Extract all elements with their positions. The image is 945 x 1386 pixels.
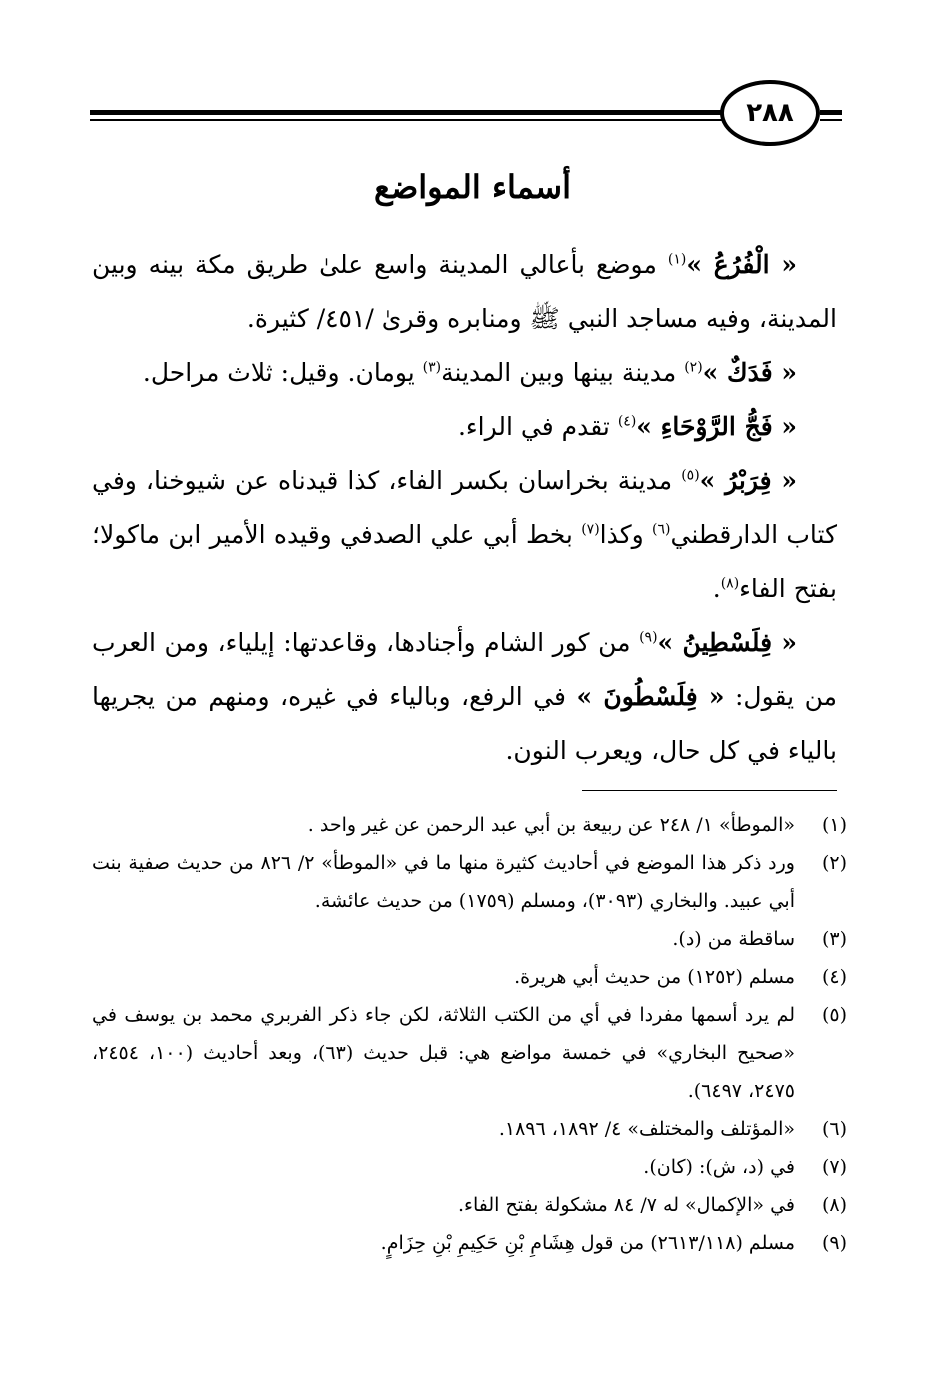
footnote-ref: (٧) bbox=[581, 521, 600, 538]
footnote-text: في «الإكمال» له ٧/ ٨٤ مشكولة بفتح الفاء. bbox=[458, 1194, 795, 1216]
entry-filastin bbox=[92, 616, 837, 778]
footnote bbox=[92, 1186, 847, 1224]
page-number: ٢٨٨ bbox=[746, 98, 794, 128]
footnote-ref: (٣) bbox=[422, 359, 442, 376]
footnote-separator bbox=[582, 790, 837, 791]
footnote-text: ساقطة من (د). bbox=[672, 928, 795, 950]
entry-keyword-variant: « فِلَسْطُونَ » bbox=[576, 682, 725, 711]
entry-al-furu bbox=[92, 238, 837, 346]
footnote bbox=[92, 1224, 847, 1262]
footnote-ref: (٤) bbox=[617, 413, 637, 430]
footnote-number: (٧) bbox=[821, 1156, 847, 1178]
footnote-ref: (١) bbox=[667, 251, 687, 268]
entry-text: تقدم في الراء. bbox=[457, 412, 618, 441]
footnote-text: «الموطأ» ١/ ٢٤٨ عن ربيعة بن أبي عبد الرحمن عن غير واحد . bbox=[307, 814, 795, 836]
footnote-ref: (٦) bbox=[652, 521, 671, 538]
footnote bbox=[92, 958, 847, 996]
footnote-number: (٦) bbox=[821, 1118, 847, 1140]
footnote-number: (٥) bbox=[821, 1004, 847, 1026]
entry-keyword: « فَجُّ الرَّوْحَاءِ » bbox=[636, 412, 797, 441]
entry-text: بخط أبي علي الصدفي وقيده الأمير ابن ماكولا؛ بفتح الفاء bbox=[92, 520, 837, 603]
entry-text: في الرفع، وبالياء في غيره، ومنهم من يجريها بالياء في كل حال، ويعرب النون. bbox=[92, 682, 837, 765]
main-text bbox=[92, 238, 837, 778]
footnote bbox=[92, 920, 847, 958]
page-number-badge bbox=[720, 80, 820, 146]
footnote-ref: (٢) bbox=[684, 359, 703, 376]
header-rule-right-thin bbox=[820, 119, 842, 121]
entry-text: . bbox=[712, 574, 721, 603]
entry-keyword: « فِلَسْطِينُ » bbox=[657, 628, 797, 657]
page-header bbox=[0, 0, 945, 150]
entry-text: من كور الشام وأجنادها، وقاعدتها: إيلياء، ومن العرب من يقول: bbox=[92, 628, 838, 711]
footnote-text: مسلم (١٢٥٢) من حديث أبي هريرة. bbox=[514, 966, 795, 988]
footnote-text: لم يرد أسمها مفردا في أي من الكتب الثلاثة، لكن جاء ذكر الفربري محمد بن يوسف في «صحيح البخاري» في خمسة مواضع هي: قبل حديث (٦٣)، وبعد أحاديث (١٠٠، ٢٤٥٤، ٢٤٧٥، ٦٤٩٧). bbox=[92, 1004, 795, 1102]
footnote-number: (٩) bbox=[821, 1232, 847, 1254]
footnote-number: (١) bbox=[821, 814, 847, 836]
footnote-text: مسلم (٢٦١٣/١١٨) من قول هِشَامِ بْنِ حَكِيمِ بْنِ حِزَامٍ. bbox=[380, 1232, 795, 1254]
entry-text: مدينة بينها وبين المدينة bbox=[441, 358, 685, 387]
entry-text: يومان. وقيل: ثلاث مراحل. bbox=[142, 358, 423, 387]
footnote bbox=[92, 996, 847, 1110]
footnote-number: (٤) bbox=[821, 966, 847, 988]
footnote-ref: (٩) bbox=[639, 629, 658, 646]
header-rule-thin bbox=[90, 119, 740, 121]
entry-keyword: « فِرَبْرُ » bbox=[699, 466, 798, 495]
entry-text: مدينة بخراسان بكسر الفاء، كذا قيدناه عن شيوخنا، وفي كتاب الدارقطني bbox=[92, 466, 837, 549]
footnote-number: (٣) bbox=[821, 928, 847, 950]
entry-text: موضع بأعالي المدينة واسع علىٰ طريق مكة بينه وبين المدينة، وفيه مساجد النبي ﷺ ومنابره وقرىٰ /٤٥١/ كثيرة. bbox=[92, 250, 837, 333]
entry-text: وكذا bbox=[599, 520, 653, 549]
header-rule-right-thick bbox=[820, 110, 842, 115]
entry-keyword: « الْفُرُعُ » bbox=[686, 250, 797, 279]
footnote-number: (٨) bbox=[821, 1194, 847, 1216]
header-rule-thick bbox=[90, 110, 740, 115]
footnote-text: «المؤتلف والمختلف» ٤/ ١٨٩٢، ١٨٩٦. bbox=[498, 1118, 795, 1140]
footnotes bbox=[92, 806, 847, 1262]
entry-fadak bbox=[92, 346, 837, 400]
entry-fajj-alrawha bbox=[92, 400, 837, 454]
footnote-number: (٢) bbox=[821, 852, 847, 874]
footnote-text: في (د، ش): (كان). bbox=[643, 1156, 795, 1178]
section-title: أسماء المواضع bbox=[374, 168, 571, 206]
footnote bbox=[92, 844, 847, 920]
footnote bbox=[92, 1148, 847, 1186]
entry-keyword: « فَدَكٌ » bbox=[702, 358, 797, 387]
footnote-ref: (٥) bbox=[681, 467, 700, 484]
footnote bbox=[92, 806, 847, 844]
entry-firabr bbox=[92, 454, 837, 616]
footnote-text: ورد ذكر هذا الموضع في أحاديث كثيرة منها ما في «الموطأ» ٢/ ٨٢٦ من حديث صفية بنت أبي عبيد. والبخاري (٣٠٩٣)، ومسلم (١٧٥٩) من حديث عائشة. bbox=[92, 852, 795, 912]
footnote bbox=[92, 1110, 847, 1148]
footnote-ref: (٨) bbox=[720, 575, 740, 592]
